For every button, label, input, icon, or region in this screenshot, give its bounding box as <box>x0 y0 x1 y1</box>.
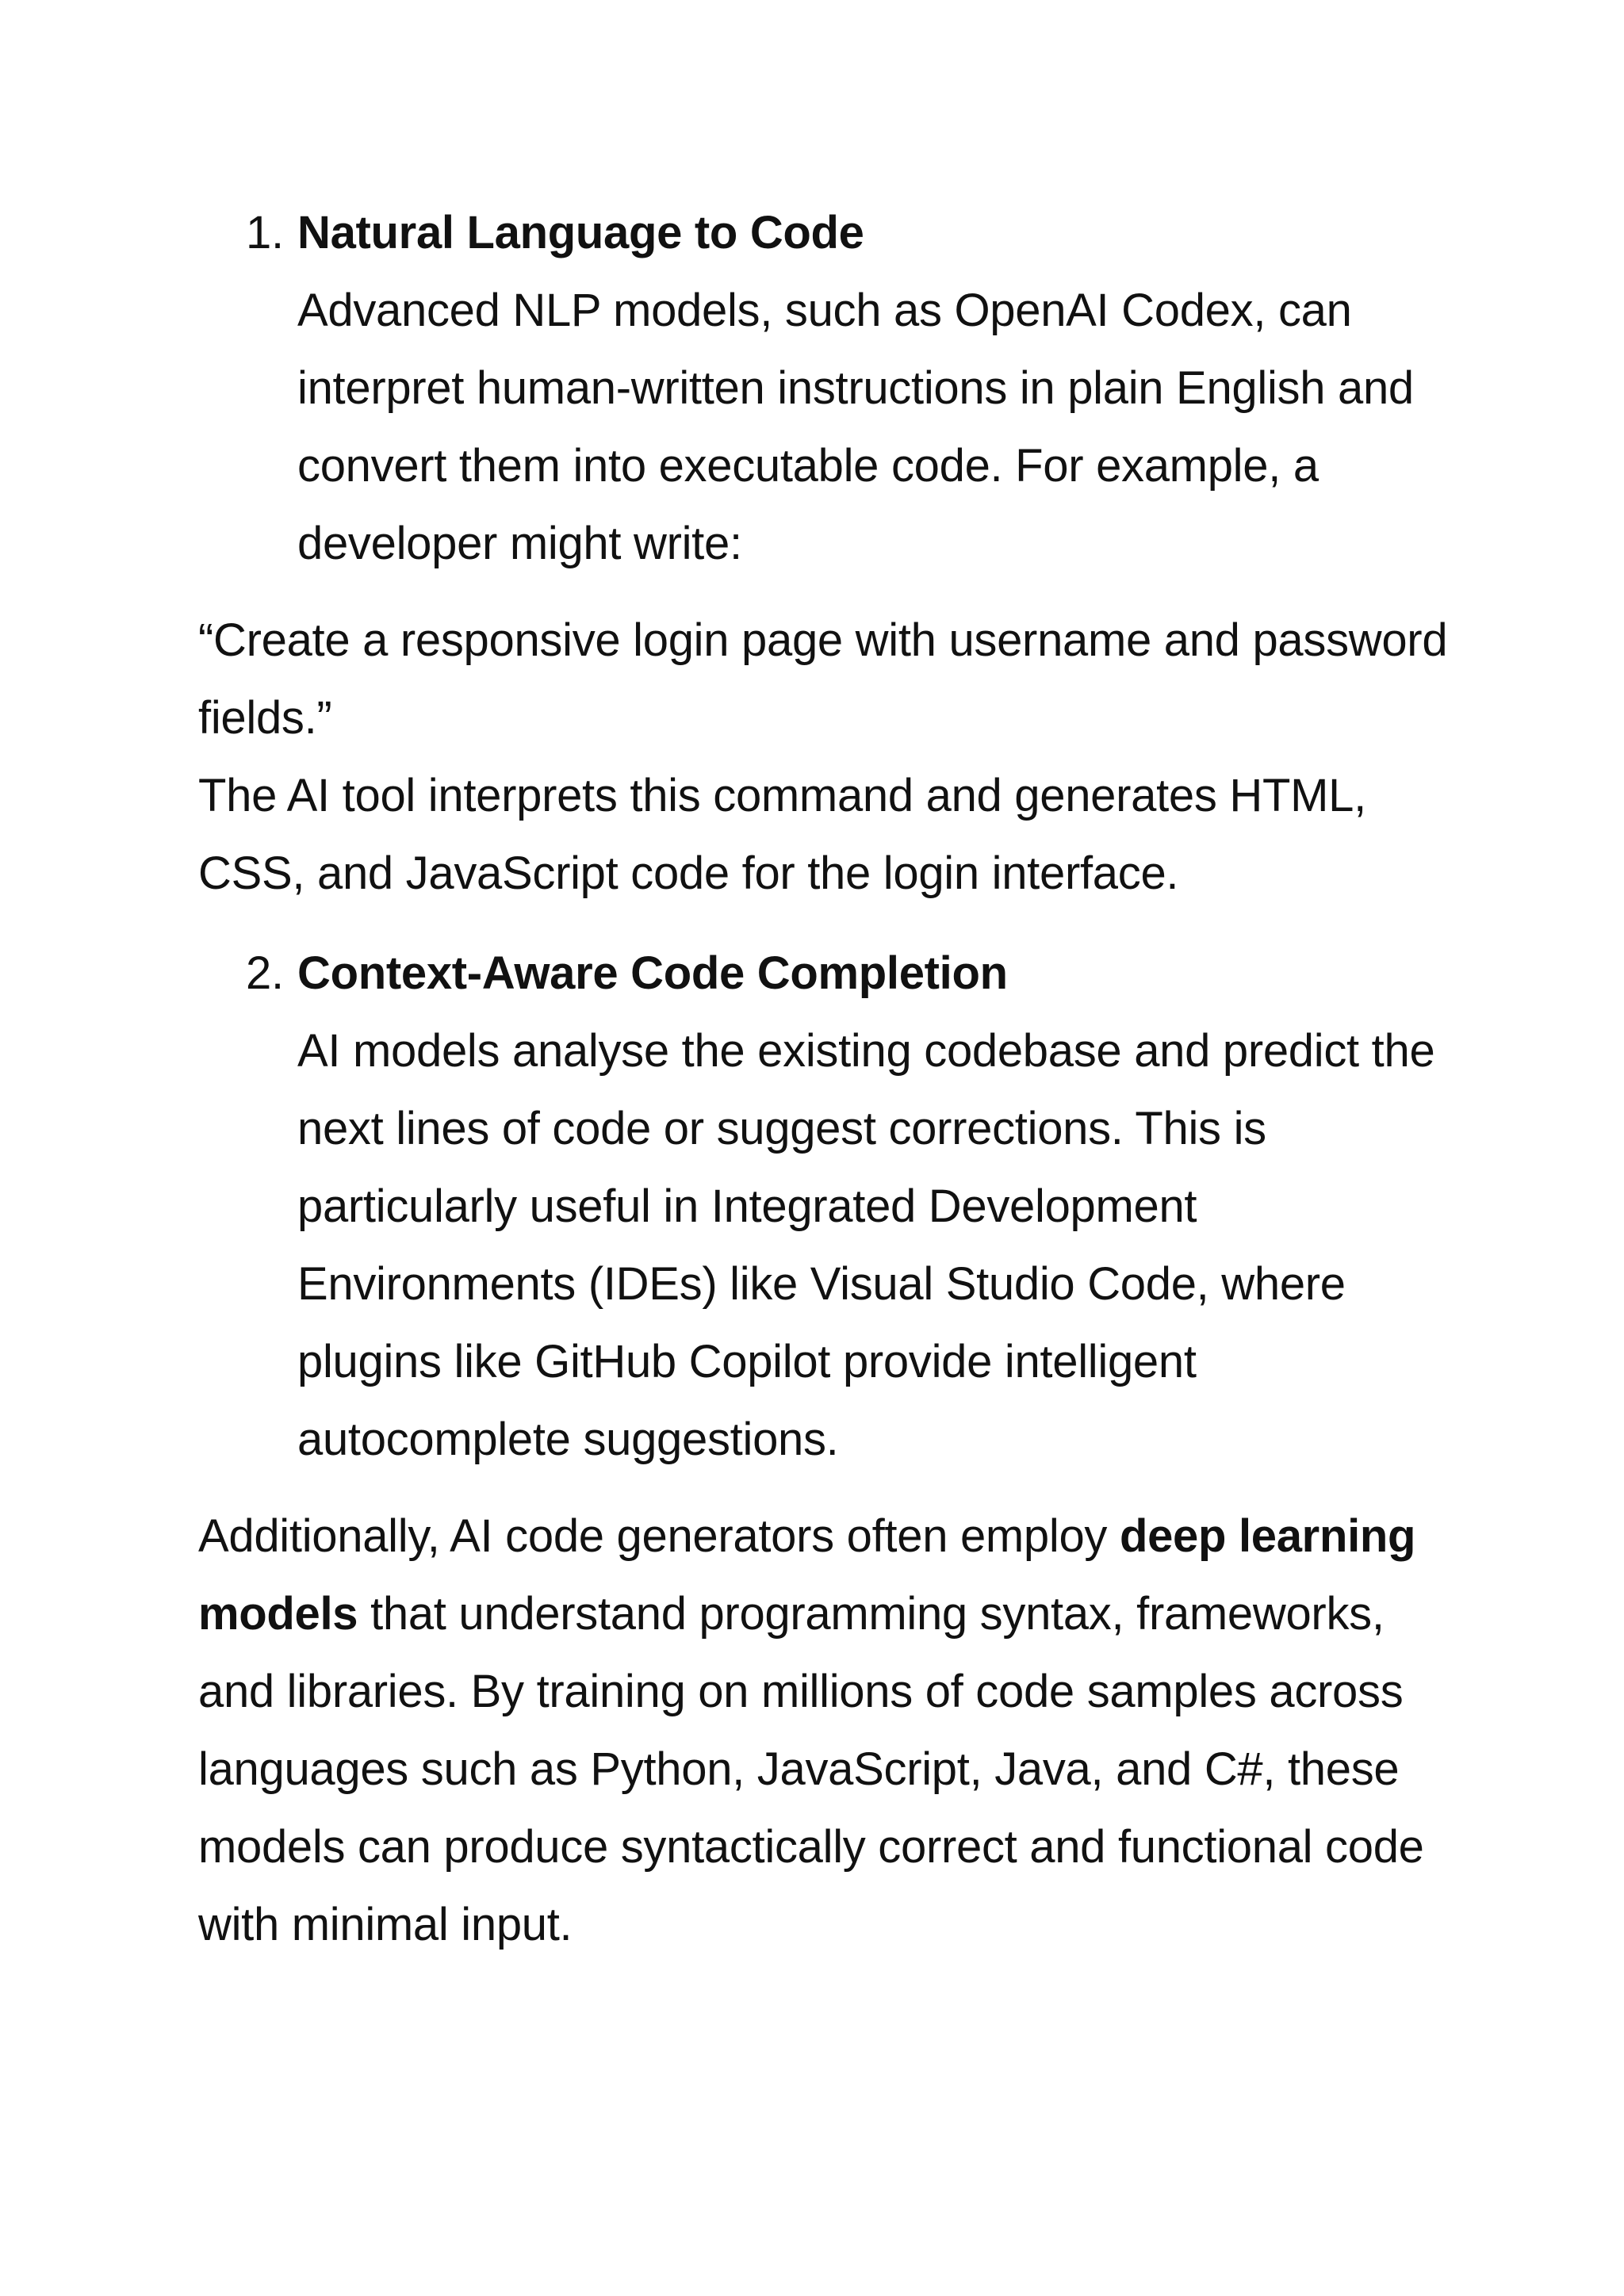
document-content <box>198 194 1451 1964</box>
closing-paragraph <box>198 1498 1451 1964</box>
quote-paragraph: “Create a responsive login page with username and password fields.” <box>198 614 1448 744</box>
list-item-natural-language <box>198 194 1451 583</box>
list-marker: 2. <box>246 947 284 999</box>
list-item-heading: Context-Aware Code Completion <box>297 947 1008 999</box>
closing-bold-phrase: deep learning models <box>198 1510 1416 1640</box>
quote-followup-paragraph: The AI tool interprets this command and generates HTML, CSS, and JavaScript code for the login interface. <box>198 770 1366 899</box>
list-item-body: AI models analyse the existing codebase and predict the next lines of code or suggest corrections. This is particularly useful in Integrated Development Environments (IDEs) like Visual Studio Code, where plugins like GitHub Copilot provide intelligent autocomplete suggestions. <box>297 1025 1435 1465</box>
list-item-context-aware <box>198 935 1451 1479</box>
list-marker: 1. <box>246 207 284 258</box>
closing-text-start: Additionally, AI code generators often employ <box>198 1510 1120 1562</box>
list-item-heading: Natural Language to Code <box>297 207 864 258</box>
closing-text-end: that understand programming syntax, frameworks, and libraries. By training on millions of code samples across languages such as Python, JavaScript, Java, and C#, these models can produce syntactically correct and functional code with minimal input. <box>198 1588 1424 1950</box>
list-item-body: Advanced NLP models, such as OpenAI Codex, can interpret human-written instructions in plain English and convert them into executable code. For example, a developer might write: <box>297 285 1414 569</box>
